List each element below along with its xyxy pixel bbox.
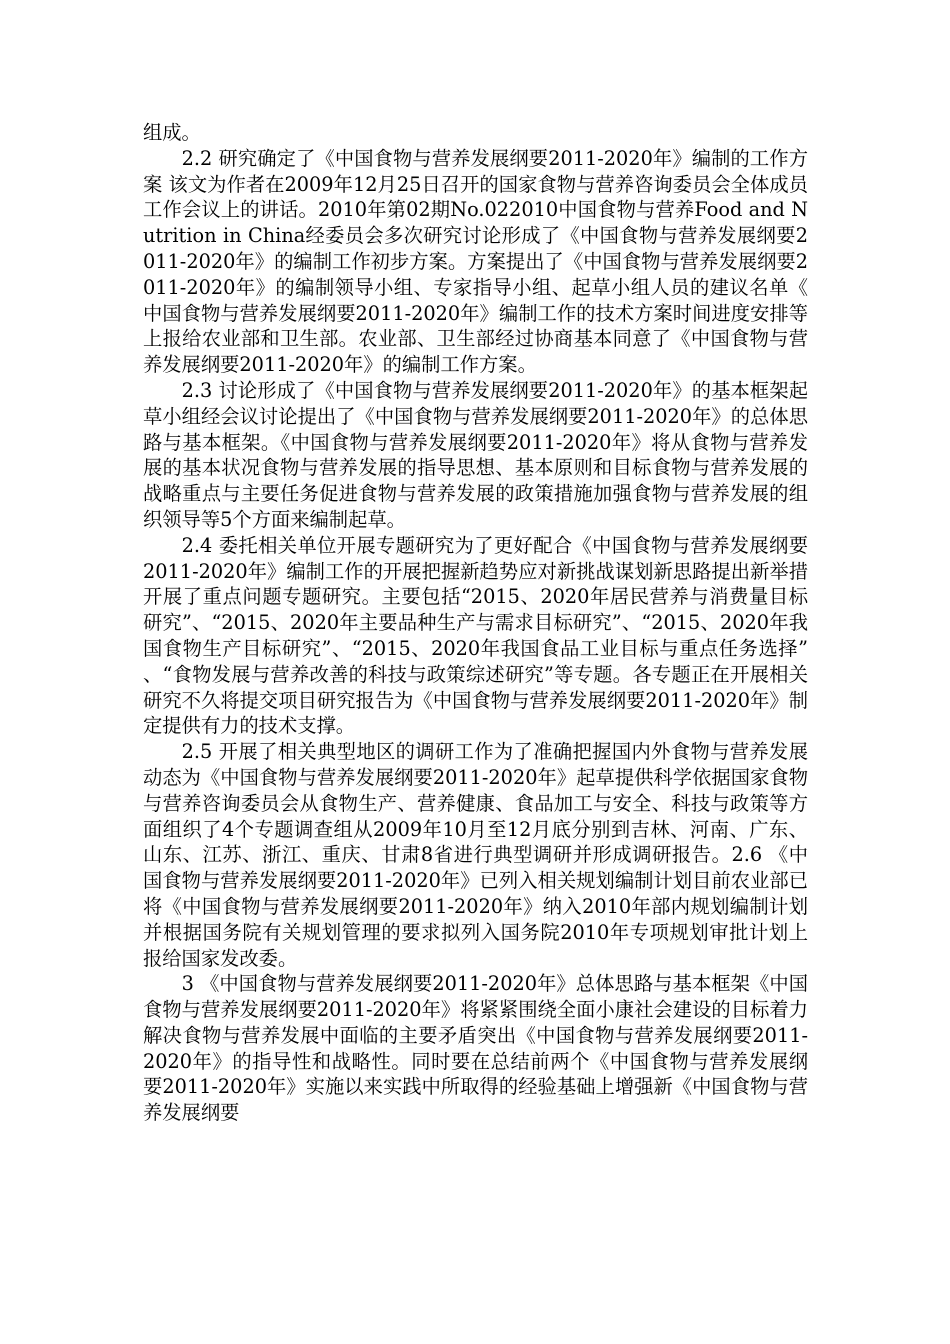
- paragraph-continuation: 组成。: [143, 121, 201, 144]
- body-text: [143, 120, 808, 1126]
- paragraph-section-3: 3 《中国食物与营养发展纲要2011-2020年》总体思路与基本框架《中国食物与营养发展纲要2011-2020年》将紧紧围绕全面小康社会建设的目标着力解决食物与营养发展中面临的主要矛盾突出《中国食物与营养发展纲要2011-2020年》的指导性和战略性。同时要在总结前两个《中国食物与营养发展纲要2011-2020年》实施以来实践中所取得的经验基础上增强新《中国食物与营养发展纲要: [143, 972, 808, 1125]
- paragraph-section-2-3: 2.3 讨论形成了《中国食物与营养发展纲要2011-2020年》的基本框架起草小组经会议讨论提出了《中国食物与营养发展纲要2011-2020年》的总体思路与基本框架。《中国食物与营养发展纲要2011-2020年》将从食物与营养发展的基本状况食物与营养发展的指导思想、基本原则和目标食物与营养发展的战略重点与主要任务促进食物与营养发展的政策措施加强食物与营养发展的组织领导等5个方面来编制起草。: [143, 378, 808, 531]
- paragraph-section-2-2: 2.2 研究确定了《中国食物与营养发展纲要2011-2020年》编制的工作方案 该文为作者在2009年12月25日召开的国家食物与营养咨询委员会全体成员工作会议上的讲话。2010年第02期No.022010中国食物与营养Food and Nutrition in China经委员会多次研究讨论形成了《中国食物与营养发展纲要2011-2020年》的编制工作初步方案。方案提出了《中国食物与营养发展纲要2011-2020年》的编制领导小组、专家指导小组、起草小组人员的建议名单《中国食物与营养发展纲要2011-2020年》编制工作的技术方案时间进度安排等上报给农业部和卫生部。农业部、卫生部经过协商基本同意了《中国食物与营养发展纲要2011-2020年》的编制工作方案。: [143, 146, 808, 377]
- paragraph-section-2-5: 2.5 开展了相关典型地区的调研工作为了准确把握国内外食物与营养发展动态为《中国食物与营养发展纲要2011-2020年》起草提供科学依据国家食物与营养咨询委员会从食物生产、营养健康、食品加工与安全、科技与政策等方面组织了4个专题调查组从2009年10月至12月底分别到吉林、河南、广东、山东、江苏、浙江、重庆、甘肃8省进行典型调研并形成调研报告。2.6 《中国食物与营养发展纲要2011-2020年》已列入相关规划编制计划目前农业部已将《中国食物与营养发展纲要2011-2020年》纳入2010年部内规划编制计划并根据国务院有关规划管理的要求拟列入国务院2010年专项规划审批计划上报给国家发改委。: [143, 740, 808, 970]
- paragraph-section-2-4: 2.4 委托相关单位开展专题研究为了更好配合《中国食物与营养发展纲要2011-2020年》编制工作的开展把握新趋势应对新挑战谋划新思路提出新举措开展了重点问题专题研究。主要包括“2015、2020年居民营养与消费量目标研究”、“2015、2020年主要品种生产与需求目标研究”、“2015、2020年我国食物生产目标研究”、“2015、2020年我国食品工业目标与重点任务选择”、“食物发展与营养改善的科技与政策综述研究”等专题。各专题正在开展相关研究不久将提交项目研究报告为《中国食物与营养发展纲要2011-2020年》制定提供有力的技术支撑。: [143, 533, 808, 738]
